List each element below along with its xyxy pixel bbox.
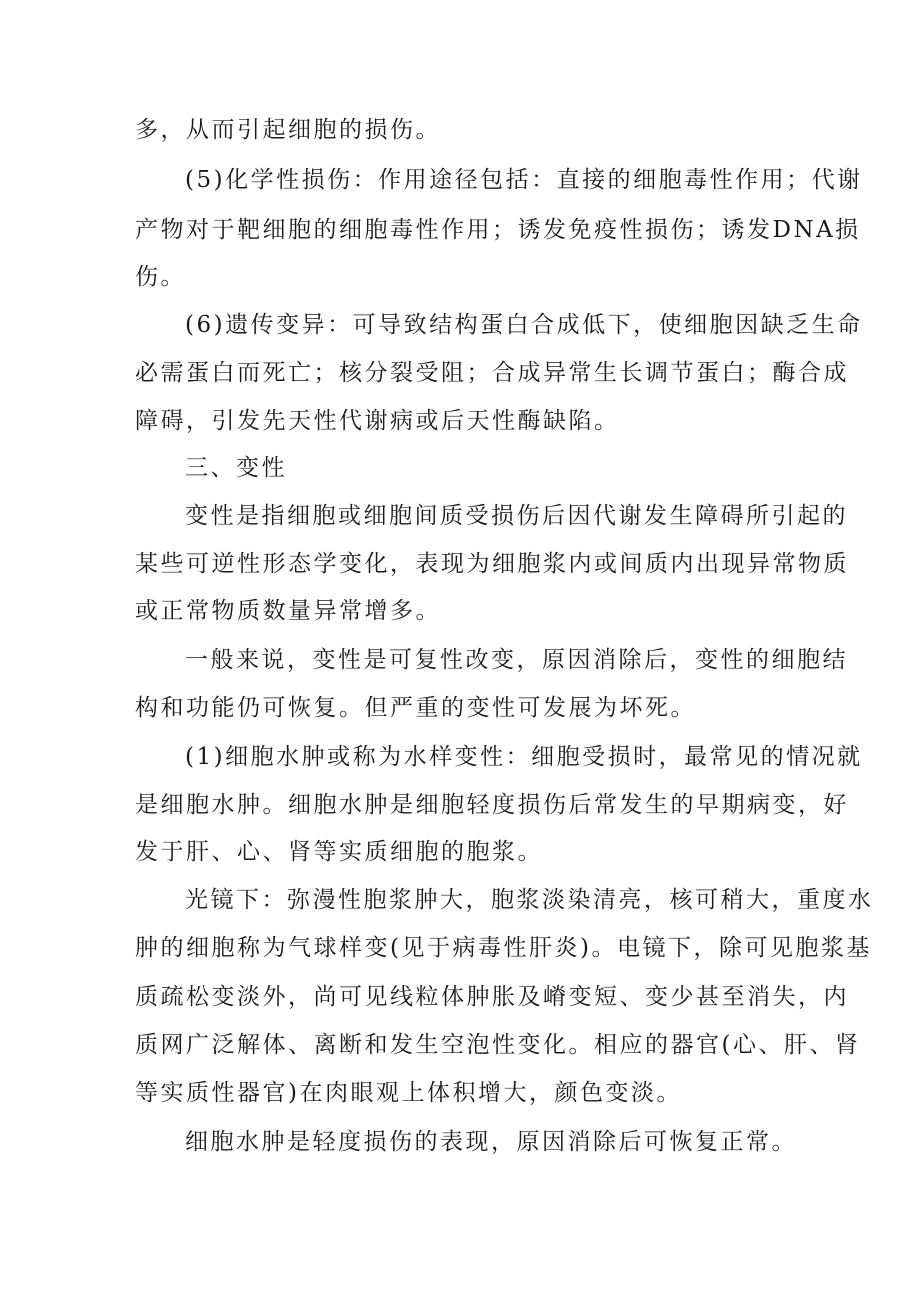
text-line: 发于肝、心、肾等实质细胞的胞浆。	[135, 839, 543, 865]
text-line: 质网广泛解体、离断和发生空泡性变化。相应的器官(心、肝、肾	[135, 1032, 861, 1058]
text-line: 障碍，引发先天性代谢病或后天性酶缺陷。	[135, 408, 620, 434]
text-line: 是细胞水肿。细胞水肿是细胞轻度损伤后常发生的早期病变，好	[135, 792, 849, 818]
text-line: 细胞水肿是轻度损伤的表现，原因消除后可恢复正常。	[185, 1129, 797, 1155]
text-line: 构和功能仍可恢复。但严重的变性可发展为坏死。	[135, 695, 696, 721]
text-line: (6)遗传变异：可导致结构蛋白合成低下，使细胞因缺乏生命	[185, 312, 863, 338]
text-line: 必需蛋白而死亡；核分裂受阻；合成异常生长调节蛋白；酶合成	[135, 360, 849, 386]
text-line: 多，从而引起细胞的损伤。	[135, 117, 441, 143]
text-line: 某些可逆性形态学变化，表现为细胞浆内或间质内出现异常物质	[135, 551, 849, 577]
text-line: 或正常物质数量异常增多。	[135, 598, 441, 624]
text-line: 变性是指细胞或细胞间质受损伤后因代谢发生障碍所引起的	[185, 503, 848, 529]
text-line: 等实质性器官)在肉眼观上体积增大，颜色变淡。	[135, 1080, 682, 1106]
text-line: (1)细胞水肿或称为水样变性：细胞受损时，最常见的情况就	[185, 744, 863, 770]
text-line: 肿的细胞称为气球样变(见于病毒性肝炎)。电镜下，除可见胞浆基	[135, 935, 872, 961]
text-line: 光镜下：弥漫性胞浆肿大，胞浆淡染清亮，核可稍大，重度水	[185, 887, 874, 913]
text-line: 伤。	[135, 264, 186, 290]
section-heading: 三、变性	[185, 455, 287, 481]
text-line: (5)化学性损伤：作用途径包括：直接的细胞毒性作用；代谢	[185, 167, 863, 193]
text-line: 质疏松变淡外，尚可见线粒体肿胀及嵴变短、变少甚至消失，内	[135, 984, 849, 1010]
text-line: 产物对于靶细胞的细胞毒性作用；诱发免疫性损伤；诱发DNA损	[135, 217, 861, 243]
text-line: 一般来说，变性是可复性改变，原因消除后，变性的细胞结	[185, 647, 848, 673]
